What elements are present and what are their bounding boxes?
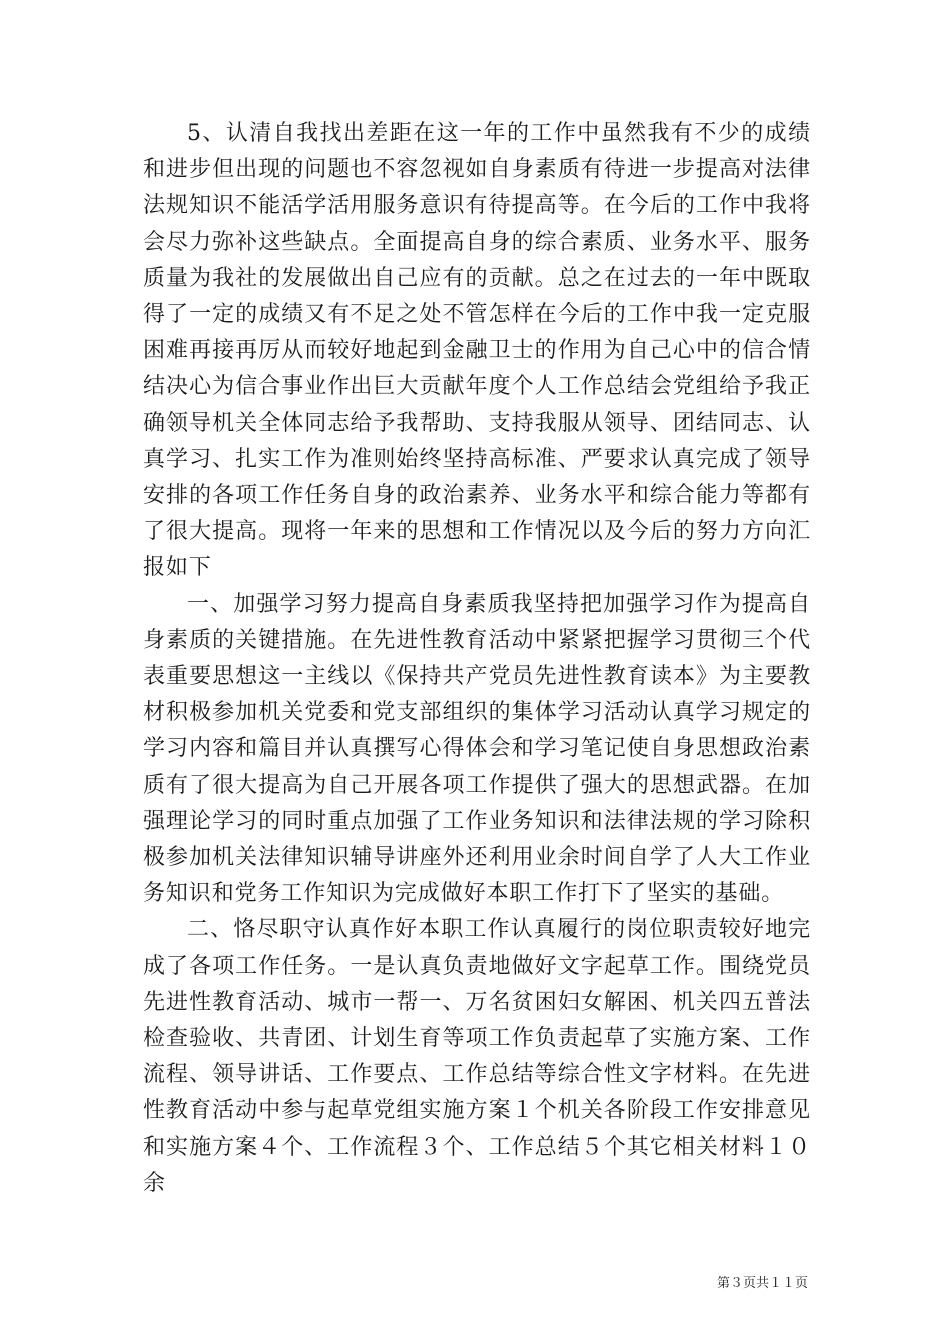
document-body [143,116,811,1202]
paragraph-study: 一、加强学习努力提高自身素质我坚持把加强学习作为提高自身素质的关键措施。在先进性教育活动中紧紧把握学习贯彻三个代表重要思想这一主线以《保持共产党员先进性教育读本》为主要教材积极参加机关党委和党支部组织的集体学习活动认真学习规定的学习内容和篇目并认真撰写心得体会和学习笔记使自身思想政治素质有了很大提高为自己开展各项工作提供了强大的思想武器。在加强理论学习的同时重点加强了工作业务知识和法律法规的学习除积极参加机关法律知识辅导讲座外还利用业余时间自学了人大工作业务知识和党务工作知识为完成做好本职工作打下了坚实的基础。 [143,591,811,907]
paragraph-self-assessment: 5、认清自我找出差距在这一年的工作中虽然我有不少的成绩和进步但出现的问题也不容忽视如自身素质有待进一步提高对法律法规知识不能活学活用服务意识有待提高等。在今后的工作中我将会尽力弥补这些缺点。全面提高自身的综合素质、业务水平、服务质量为我社的发展做出自己应有的贡献。总之在过去的一年中既取得了一定的成绩又有不足之处不管怎样在今后的工作中我一定克服困难再接再厉从而较好地起到金融卫士的作用为自己心中的信合情结决心为信合事业作出巨大贡献年度个人工作总结会党组给予我正确领导机关全体同志给予我帮助、支持我服从领导、团结同志、认真学习、扎实工作为准则始终坚持高标准、严要求认真完成了领导安排的各项工作任务自身的政治素养、业务水平和综合能力等都有了很大提高。现将一年来的思想和工作情况以及今后的努力方向汇报如下 [143,121,811,581]
paragraph-duties: 二、恪尽职守认真作好本职工作认真履行的岗位职责较好地完成了各项工作任务。一是认真负责地做好文字起草工作。围绕党员先进性教育活动、城市一帮一、万名贫困妇女解困、机关四五普法检查验收、共青团、计划生育等项工作负责起草了实施方案、工作流程、领导讲话、工作要点、工作总结等综合性文字材料。在先进性教育活动中参与起草党组实施方案１个机关各阶段工作安排意见和实施方案４个、工作流程３个、工作总结５个其它相关材料１０余 [143,917,811,1196]
page-number-footer: 第３页共１１页 [716,1276,808,1291]
